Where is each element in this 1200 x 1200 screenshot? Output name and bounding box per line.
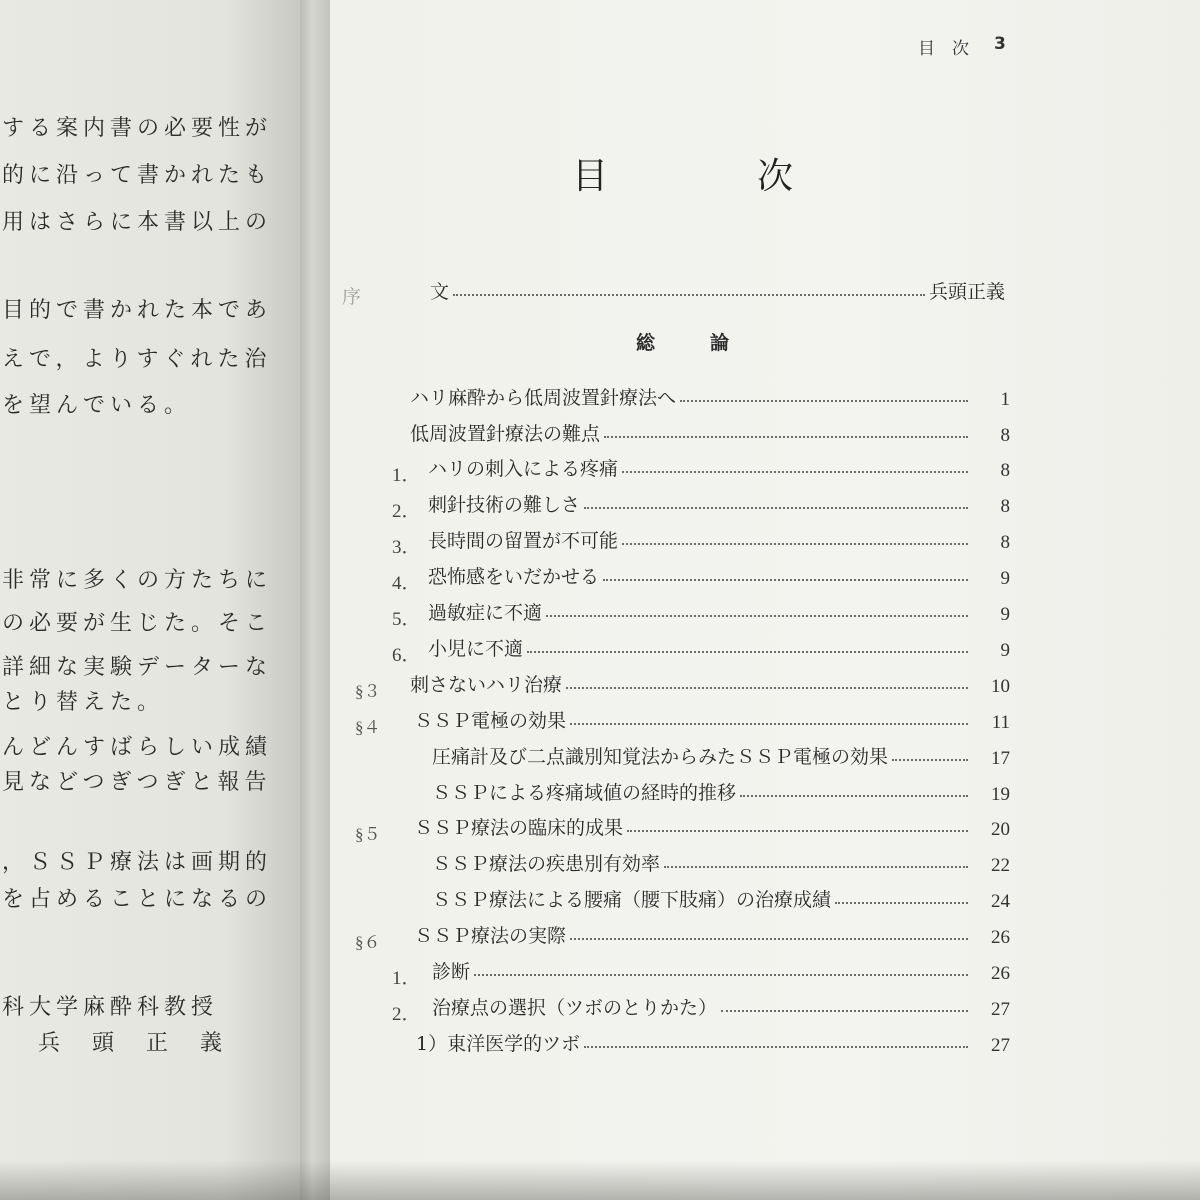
leader-dots: [680, 400, 968, 402]
toc-entry-label: ハリの刺入による疼痛: [428, 458, 619, 480]
toc-page-number: 9: [1000, 568, 1010, 589]
toc-page-number: 24: [991, 891, 1010, 912]
toc-item-number: 1．: [392, 465, 421, 486]
toc-entry-label: 治療点の選択（ツボのとりかた）: [432, 997, 718, 1019]
leader-dots: [835, 902, 968, 904]
toc-page-number: 20: [991, 819, 1010, 840]
toc-entry-label: ＳＳＰ療法の実際: [414, 925, 567, 947]
left-text-line: の必要が生じた。そこ: [2, 611, 273, 636]
toc-entry-label: 恐怖感をいだかせる: [428, 566, 600, 588]
toc-entry-label: ＳＳＰ電極の効果: [414, 710, 567, 732]
toc-entry-preface[interactable]: [430, 274, 1005, 304]
leader-dots: [892, 759, 968, 761]
toc-page-number: 8: [1000, 425, 1010, 446]
toc-entry[interactable]: [432, 846, 972, 876]
leader-dots: [584, 507, 968, 509]
leader-dots: [527, 651, 968, 653]
toc-entry-label: ＳＳＰ療法の疾患別有効率: [432, 853, 661, 875]
left-text-line: 見などつぎつぎと報告: [2, 770, 272, 795]
toc-entry-label: ハリ麻酔から低周波置針療法へ: [410, 387, 677, 409]
toc-entry-label: ＳＳＰ療法の臨床的成果: [414, 817, 624, 839]
toc-entry-label: 刺さないハリ治療: [410, 674, 563, 696]
left-text-line: んどんすばらしい成績: [2, 735, 273, 760]
left-text-line: を望んでいる。: [2, 393, 192, 418]
section-heading-char: 総: [636, 332, 656, 354]
leader-dots: [570, 938, 968, 940]
toc-entry-label: ＳＳＰによる疼痛域値の経時的推移: [432, 782, 737, 804]
toc-page-number: 27: [991, 999, 1010, 1020]
section-marker: §３: [355, 682, 381, 701]
toc-item-number: 4．: [392, 573, 421, 594]
toc-item-number: 5．: [392, 609, 421, 630]
leader-dots: [453, 294, 925, 296]
page-title-char: 次: [757, 156, 794, 197]
toc-entry-label: 圧痛計及び二点識別知覚法からみたＳＳＰ電極の効果: [432, 746, 889, 768]
toc-entry[interactable]: [416, 1026, 972, 1056]
toc-page-number: 26: [991, 963, 1010, 984]
book-gutter: [300, 0, 330, 1200]
toc-entry[interactable]: [414, 703, 972, 733]
toc-entry-label: 診断: [432, 961, 471, 983]
toc-entry-author: 兵頭正義: [928, 281, 1005, 303]
toc-entry-label: 低周波置針療法の難点: [410, 423, 601, 445]
toc-page-number: 26: [991, 927, 1010, 948]
toc-entry-label: 長時間の留置が不可能: [428, 530, 619, 552]
left-text-line: 的に沿って書かれたも: [2, 163, 273, 188]
toc-page-number: 22: [991, 855, 1010, 876]
toc-entry-label: ＳＳＰ療法による腰痛（腰下肢痛）の治療成績: [432, 889, 832, 911]
left-text-line: 用はさらに本書以上の: [2, 210, 273, 235]
leader-dots: [570, 723, 968, 725]
toc-item-number: 2．: [392, 1004, 421, 1025]
toc-entry[interactable]: [432, 882, 972, 912]
toc-entry-label: 刺針技術の難しさ: [428, 494, 581, 516]
toc-page-number: 27: [991, 1035, 1010, 1056]
left-text-line: する案内書の必要性が: [2, 116, 273, 141]
preface-mark: 序: [342, 286, 362, 308]
leader-dots: [474, 974, 968, 976]
left-page: [0, 0, 300, 1200]
left-text-line: ，ＳＳＰ療法は画期的: [2, 850, 273, 875]
toc-entry[interactable]: [428, 451, 972, 481]
leader-dots: [584, 1046, 968, 1048]
section-marker: §５: [355, 825, 381, 844]
toc-page-number: 8: [1000, 532, 1010, 553]
leader-dots: [622, 543, 968, 545]
leader-dots: [604, 436, 968, 438]
page-number: 3: [994, 34, 1006, 54]
section-marker: §６: [355, 933, 381, 952]
toc-entry[interactable]: [428, 487, 972, 517]
left-text-line: 兵 頭 正 義: [38, 1031, 228, 1056]
toc-entry[interactable]: [410, 380, 972, 410]
toc-page-number: 17: [991, 748, 1010, 769]
toc-entry[interactable]: [432, 739, 972, 769]
toc-page-number: 1: [1000, 389, 1010, 410]
toc-item-number: 3．: [392, 537, 421, 558]
leader-dots: [740, 795, 968, 797]
toc-item-number: 6．: [392, 645, 421, 666]
left-text-line: 非常に多くの方たちに: [2, 568, 273, 593]
toc-entry[interactable]: [432, 990, 972, 1020]
toc-page-number: 11: [991, 712, 1010, 733]
toc-item-number: 2．: [392, 501, 421, 522]
page-title-char: 目: [572, 156, 609, 197]
left-text-line: 目的で書かれた本であ: [2, 298, 273, 323]
left-text-line: を占めることになるの: [2, 887, 273, 912]
left-text-line: えで，よりすぐれた治: [2, 347, 272, 372]
leader-dots: [721, 1010, 968, 1012]
leader-dots: [566, 687, 968, 689]
toc-entry-label: 過敏症に不適: [428, 602, 543, 624]
toc-entry[interactable]: [428, 523, 972, 553]
toc-entry[interactable]: [410, 416, 972, 446]
running-header: 目 次: [918, 39, 969, 59]
toc-page-number: 10: [991, 676, 1010, 697]
toc-page-number: 9: [1000, 640, 1010, 661]
toc-entry-label: 小児に不適: [428, 638, 524, 660]
leader-dots: [664, 866, 968, 868]
section-marker: §４: [355, 718, 381, 737]
toc-entry[interactable]: [432, 775, 972, 805]
leader-dots: [627, 830, 968, 832]
left-text-line: 科大学麻酔科教授: [2, 995, 219, 1020]
section-heading-char: 論: [710, 332, 730, 354]
toc-page-number: 8: [1000, 496, 1010, 517]
toc-page-number: 19: [991, 784, 1010, 805]
toc-item-number: 1．: [392, 968, 421, 989]
toc-entry[interactable]: [414, 918, 972, 948]
leader-dots: [546, 615, 968, 617]
toc-entry[interactable]: [410, 667, 972, 697]
toc-page-number: 8: [1000, 460, 1010, 481]
bottom-shadow: [0, 1160, 1200, 1200]
toc-entry[interactable]: [428, 559, 972, 589]
leader-dots: [622, 471, 968, 473]
toc-entry-label: 文: [430, 281, 450, 303]
toc-page-number: 9: [1000, 604, 1010, 625]
toc-entry-label: 1）東洋医学的ツボ: [416, 1033, 581, 1055]
left-text-line: とり替えた。: [2, 690, 165, 715]
leader-dots: [603, 579, 968, 581]
left-text-line: 詳細な実験データーな: [2, 655, 273, 680]
toc-entry[interactable]: [414, 810, 972, 840]
toc-entry[interactable]: [432, 954, 972, 984]
toc-entry[interactable]: [428, 595, 972, 625]
toc-entry[interactable]: [428, 631, 972, 661]
